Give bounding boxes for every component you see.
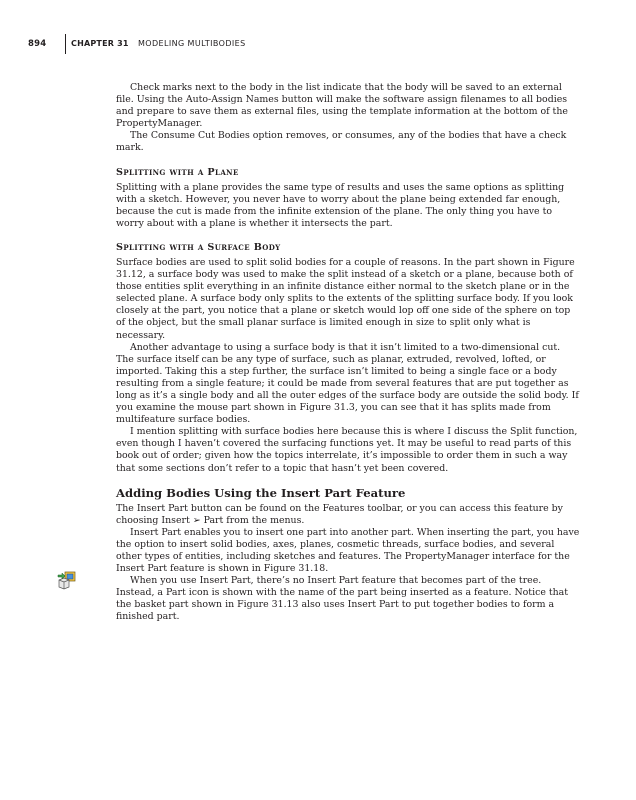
surface-paragraph-2: Another advantage to using a surface body is that it isn’t limited to a two-dimensional cut. The surface itself can be any type of surface, such as planar, extruded, revolved, lofted, or imported. Taking this a step further, the surface isn’t limited to being a single face or a body resulting from a single feature; it could be made from several features that are put together as long as it’s a single body and all the outer edges of the surface body are outside the solid body. If you examine the mouse part shown in Figure 31.3, you can see that it has splits made from multifeature surface bodies. [116,341,579,426]
heading-splitting-with-surface-body: Splitting with a Surface Body [116,241,281,253]
header-divider [65,34,66,54]
insert-paragraph-3: When you use Insert Part, there’s no Insert Part feature that becomes part of the tree. Instead, a Part icon is shown with the name of the part being inserted as a feature. Notice that the basket part shown in Figure 31.13 also uses Insert Part to put together bodies to form a finished part. [116,575,569,623]
intro-paragraph-2: The Consume Cut Bodies option removes, or consumes, any of the bodies that have a check mark. [116,130,567,154]
plane-paragraph-1: Splitting with a plane provides the same type of results and uses the same options as splitting with a sketch. However, you never have to worry about the plane being extended far enough, because the cut is made from the infinite extension of the plane. The only thing you have to worry about with a plane is whether it intersects the part. [116,181,565,229]
page-body [116,82,580,624]
chapter-label: CHAPTER 31 [71,39,129,48]
intro-paragraph-1: Check marks next to the body in the list indicate that the body will be saved to an external file. Using the Auto-Assign Names button will make the software assign filenames to all bodies and prepare to save them as external files, using the template information at the bottom of the PropertyManager. [116,82,568,130]
chapter-title: MODELING MULTIBODIES [138,39,246,48]
insert-paragraph-2: Insert Part enables you to insert one part into another part. When inserting the part, you have the option to insert solid bodies, axes, planes, cosmetic threads, surface bodies, and several other types of entities, including sketches and features. The PropertyManager interface for the Insert Part feature is shown in Figure 31.18. [116,526,580,575]
running-header [0,34,636,54]
surface-paragraph-3: I mention splitting with surface bodies here because this is where I discuss the Split function, even though I haven’t covered the surfacing functions yet. It may be useful to read parts of this book out of order; given how the topics interrelate, it’s impossible to order them in such a way that some sections don’t refer to a topic that hasn’t yet been covered. [116,426,578,474]
heading-insert-part-feature: Adding Bodies Using the Insert Part Feature [116,485,406,500]
surface-paragraph-1: Surface bodies are used to split solid bodies for a couple of reasons. In the part shown in Figure 31.12, a surface body was used to make the split instead of a sketch or a plane, because both of those entities split everything in an infinite distance either normal to the sketch plane or in the selected plane. A surface body only splits to the extents of the splitting surface body. If you look closely at the part, you notice that a plane or sketch would lop off one side of the sphere on top of the object, but the small planar surface is limited enough in size to split only what is necessary. [116,256,575,341]
insert-paragraph-1: The Insert Part button can be found on the Features toolbar, or you can access this feature by choosing Insert ➢ Part from the menus. [116,502,563,526]
insert-part-icon [57,571,77,591]
heading-splitting-with-plane: Splitting with a Plane [116,166,239,178]
page-number: 894 [28,39,47,49]
